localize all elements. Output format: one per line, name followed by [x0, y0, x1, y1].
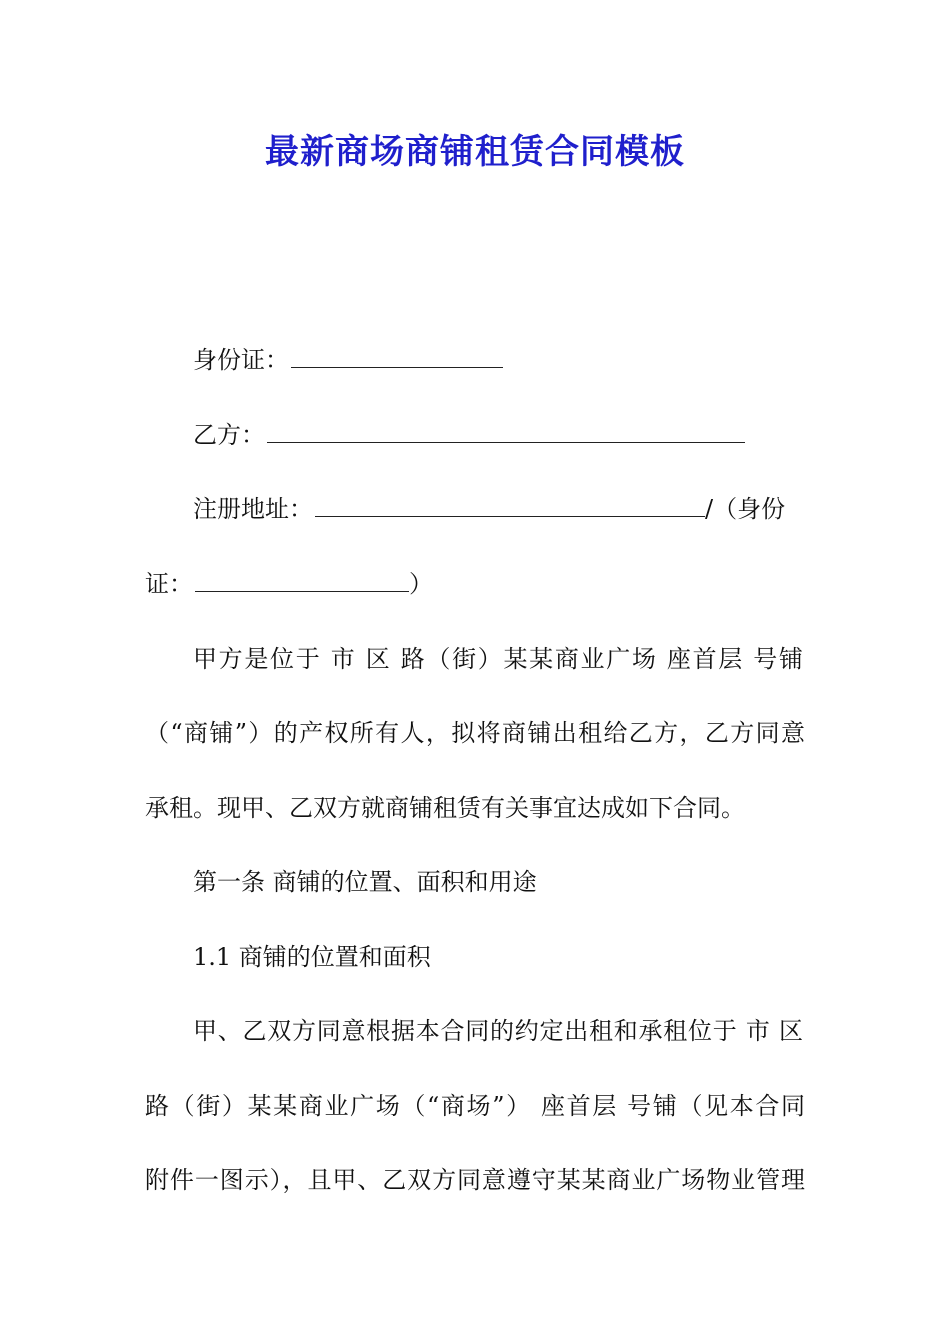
document-title: 最新商场商铺租赁合同模板 — [265, 132, 685, 172]
address-line — [193, 488, 785, 529]
paragraph-2-line-3: 附件一图示），且甲、乙双方同意遵守某某商业广场物业管理 — [145, 1166, 805, 1194]
party-b-blank — [267, 414, 745, 443]
id-card-blank — [291, 339, 503, 368]
id-card-2-line — [145, 563, 433, 604]
paragraph-1-line-1: 甲方是位于 市 区 路（街）某某商业广场 座首层 号铺 — [193, 645, 803, 673]
party-b-label: 乙方： — [193, 421, 265, 449]
paragraph-2-line-2: 路（街）某某商业广场（“商场”） 座首层 号铺（见本合同 — [145, 1092, 805, 1120]
id-card-2-blank — [195, 563, 409, 592]
paragraph-2-line-1: 甲、乙双方同意根据本合同的约定出租和承租位于 市 区 — [193, 1017, 803, 1045]
paragraph-1-line-2: （“商铺”）的产权所有人，拟将商铺出租给乙方，乙方同意 — [145, 719, 805, 747]
id-card-2-label: 证： — [145, 570, 193, 598]
section-1-1-heading: 1.1 商铺的位置和面积 — [193, 943, 431, 971]
id-card-label: 身份证： — [193, 346, 289, 374]
address-blank — [315, 488, 705, 517]
article-1-heading: 第一条 商铺的位置、面积和用途 — [193, 868, 537, 896]
paragraph-1-line-3: 承租。现甲、乙双方就商铺租赁有关事宜达成如下合同。 — [145, 794, 745, 822]
id-card-2-suffix: ） — [409, 570, 433, 598]
id-card-line — [193, 339, 503, 380]
address-label: 注册地址： — [193, 495, 313, 523]
party-b-line — [193, 414, 745, 455]
address-suffix: /（身份 — [705, 495, 786, 523]
